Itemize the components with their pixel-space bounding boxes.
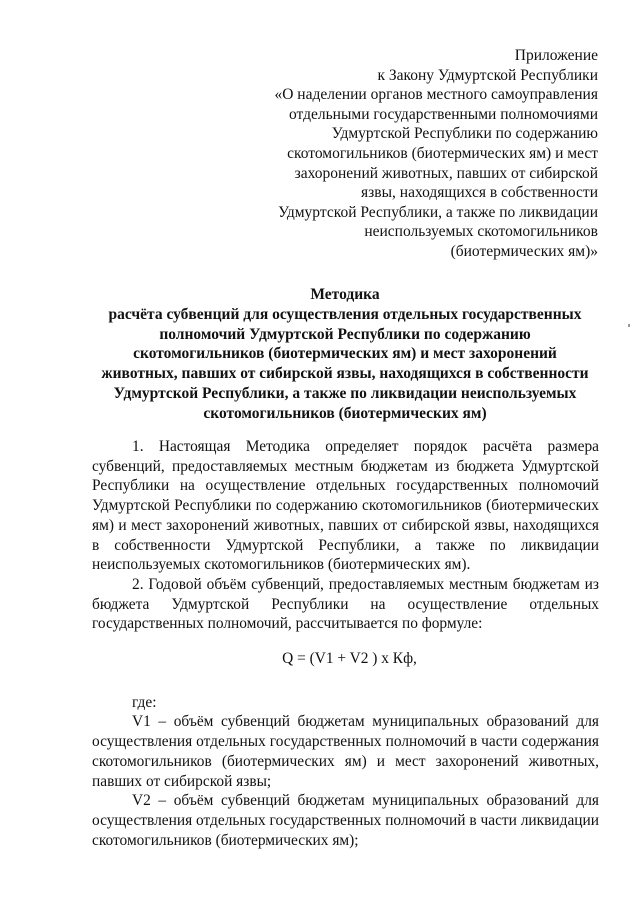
appendix-line: Приложение xyxy=(514,47,598,64)
appendix-line: к Закону Удмуртской Республики xyxy=(377,66,598,84)
appendix-line: неиспользуемых скотомогильников xyxy=(364,223,598,241)
appendix-line: Удмуртской Республики по содержанию xyxy=(331,125,598,143)
document-title xyxy=(95,285,595,424)
title-line: животных, павших от сибирской язвы, находящихся в собственности xyxy=(101,365,589,383)
title-line: расчёта субвенций для осуществления отдельных государственных xyxy=(108,305,582,323)
paragraph-2: 2. Годовой объём субвенций, предоставляемых местным бюджетам из бюджета Удмуртской Республики на осуществление отдельных государственных полномочий, рассчитывается по формуле: xyxy=(92,575,599,633)
formula: Q = (V1 + V2 ) х Кф, xyxy=(282,650,417,668)
appendix-line: «О наделении органов местного самоуправления xyxy=(274,86,598,104)
appendix-line: (биотермических ям)» xyxy=(450,242,598,260)
definition-v2: V2 – объём субвенций бюджетам муниципальных образований для осуществления отдельных государственных полномочий в части ликвидации скотомогильников (биотермических ям); xyxy=(92,792,599,849)
definition-v1: V1 – объём субвенций бюджетам муниципальных образований для осуществления отдельных государственных полномочий в части содержания скотомогильников (биотермических ям) и мест захоронений животных, павших от сибирской язвы; xyxy=(92,713,599,790)
title-line: Удмуртской Республики, а также по ликвидации неиспользуемых xyxy=(113,384,577,402)
appendix-header xyxy=(238,46,598,262)
title-line: полномочий Удмуртской Республики по содержанию xyxy=(159,325,531,343)
appendix-line: отдельными государственными полномочиями xyxy=(289,105,598,123)
appendix-line: захоронений животных, павших от сибирской xyxy=(294,164,598,182)
title-line: скотомогильников (биотермических ям) xyxy=(203,404,487,422)
title-line: Методика xyxy=(310,286,380,303)
appendix-line: скотомогильников (биотермических ям) и мест xyxy=(287,144,598,162)
where-label: где: xyxy=(132,693,157,711)
document-body xyxy=(92,437,599,850)
title-line: скотомогильников (биотермических ям) и мест захоронений xyxy=(133,345,557,363)
appendix-line: Удмуртской Республики, а также по ликвидации xyxy=(278,203,598,221)
paragraph-1: 1. Настоящая Методика определяет порядок расчёта размера субвенций, предоставляемых местным бюджетам из бюджета Удмуртской Республики на осуществление отдельных государственных полномочий Удмуртской Республики по содержанию скотомогильников (биотермических ям) и мест захоронений животных, павших от сибирской язвы, находящихся в собственности Удмуртской Республики, а также по ликвидации неиспользуемых скотомогильников (биотермических ям). xyxy=(92,438,599,574)
appendix-line: язвы, находящихся в собственности xyxy=(361,184,598,202)
scan-artifact-mark xyxy=(628,324,630,327)
